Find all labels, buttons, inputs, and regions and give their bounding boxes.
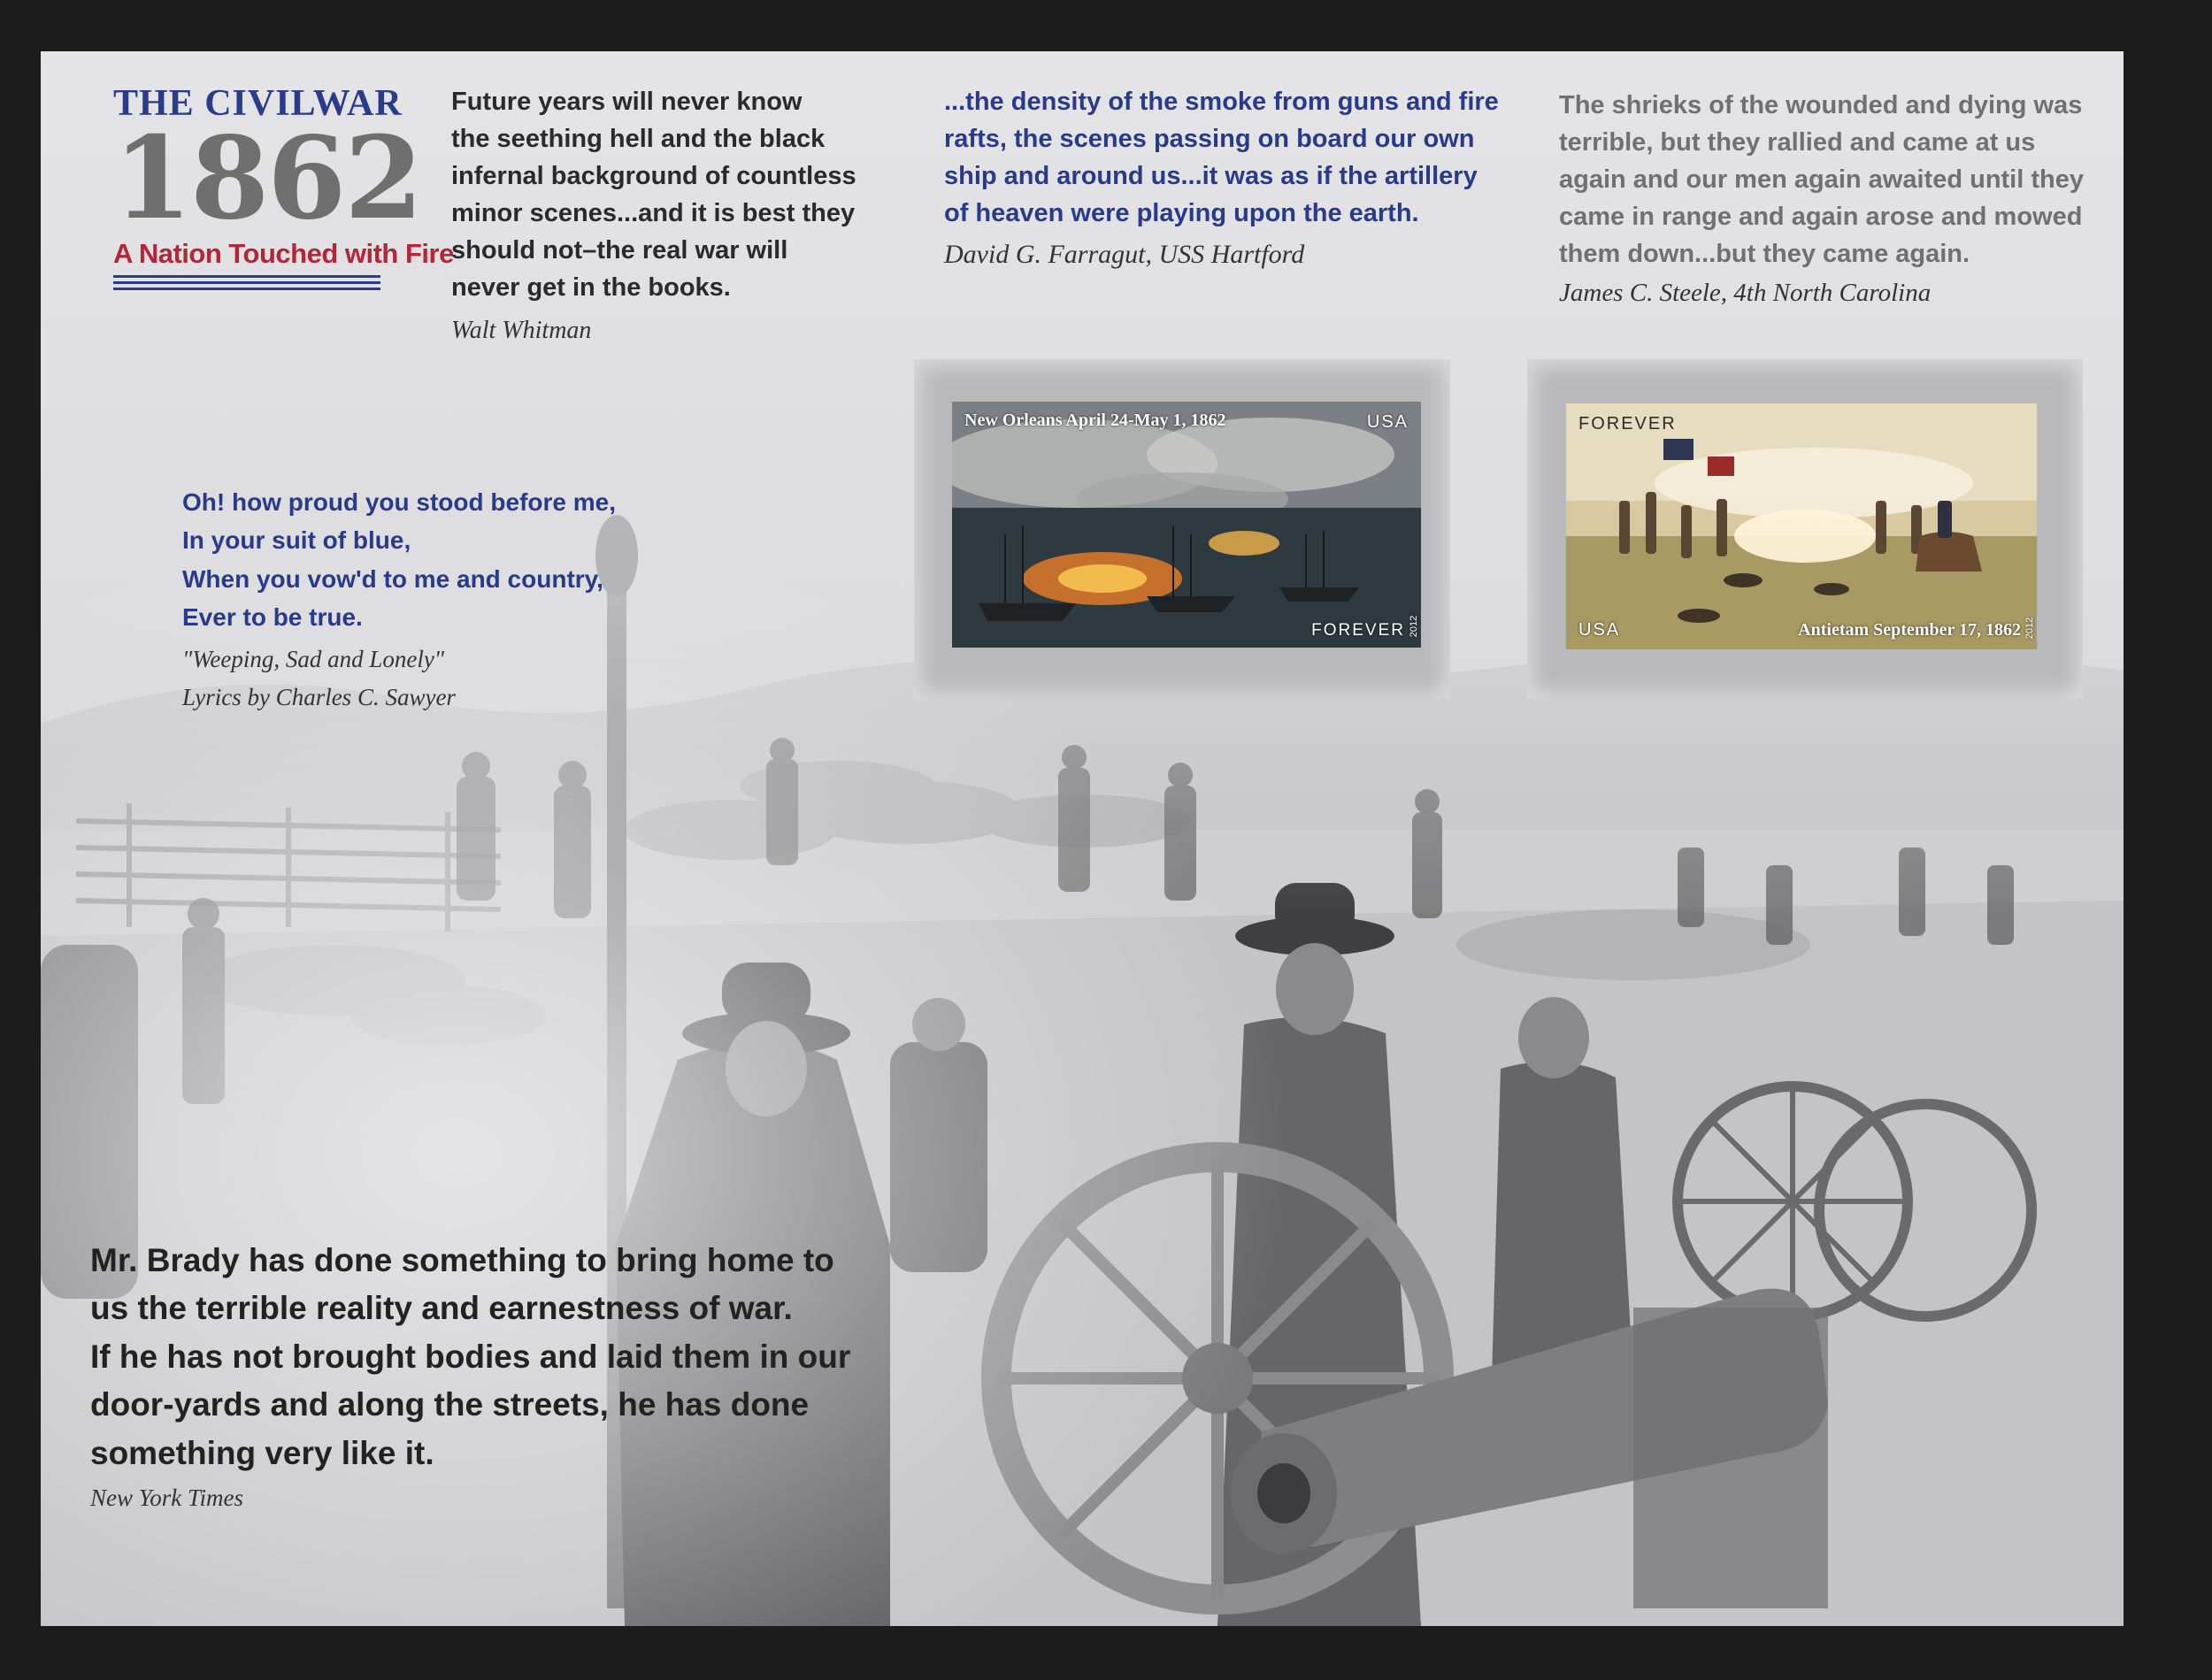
- quote-attribution-lyricist: Lyrics by Charles C. Sawyer: [182, 683, 456, 710]
- quote-line: should not–the real war will: [451, 236, 788, 265]
- logo-subtitle: A Nation Touched with Fire: [113, 238, 454, 270]
- stamp-denomination: FOREVER: [1578, 414, 1677, 433]
- stamp-sheet: [41, 51, 2124, 1626]
- quote-line: something very like it.: [90, 1434, 434, 1471]
- quote-new-york-times: [90, 1237, 850, 1516]
- logo-stripes-decoration: [113, 275, 380, 291]
- quote-steele: [1559, 87, 2084, 311]
- quote-attribution: New York Times: [90, 1484, 244, 1511]
- quote-attribution: James C. Steele, 4th North Carolina: [1559, 279, 1932, 308]
- quote-line: ...the density of the smoke from guns and fire: [944, 88, 1499, 116]
- quote-farragut: [944, 83, 1499, 274]
- quote-line: never get in the books.: [451, 273, 731, 303]
- quote-whitman: [451, 83, 856, 349]
- stamp-artwork-antietam-battle: [1566, 403, 2037, 649]
- quote-line: When you vow'd to me and country,: [182, 564, 603, 593]
- quote-sawyer-lyrics: [182, 483, 616, 717]
- quote-line: If he has not brought bodies and laid them in our: [90, 1338, 851, 1375]
- quote-line: again and our men again awaited until they: [1559, 165, 2084, 195]
- quote-line: The shrieks of the wounded and dying was: [1559, 91, 2083, 119]
- quote-line: rafts, the scenes passing on board our own: [944, 125, 1475, 154]
- quote-line: the seething hell and the black: [451, 125, 826, 154]
- quote-attribution-song: "Weeping, Sad and Lonely": [182, 645, 445, 672]
- stamp-caption: New Orleans April 24-May 1, 1862: [964, 410, 1226, 430]
- stamp-new-orleans[interactable]: [952, 402, 1421, 648]
- quote-line: infernal background of countless: [451, 162, 856, 191]
- quote-line: us the terrible reality and earnestness of war.: [90, 1290, 793, 1327]
- stamp-antietam[interactable]: [1566, 403, 2037, 649]
- quote-line: minor scenes...and it is best they: [451, 199, 856, 228]
- stamp-year: 2012: [2024, 617, 2035, 640]
- logo-year: 1862: [113, 112, 422, 245]
- quote-line: Mr. Brady has done something to bring home to: [90, 1242, 834, 1278]
- quote-line: In your suit of blue,: [182, 526, 411, 555]
- stamp-artwork-naval-battle: [952, 402, 1421, 648]
- stamp-caption: Antietam September 17, 1862: [1798, 620, 2021, 640]
- stamp-country: USA: [1366, 412, 1409, 432]
- quote-line: Ever to be true.: [182, 603, 363, 632]
- quote-line: Oh! how proud you stood before me,: [182, 488, 616, 516]
- civil-war-logo: [113, 83, 454, 295]
- quote-line: terrible, but they rallied and came at us: [1559, 128, 2036, 157]
- quote-line: door-yards and along the streets, he has done: [90, 1386, 810, 1423]
- quote-line: ship and around us...it was as if the artillery: [944, 162, 1478, 191]
- quote-attribution: David G. Farragut, USS Hartford: [944, 240, 1305, 270]
- quote-line: Future years will never know: [451, 88, 803, 116]
- quote-attribution: Walt Whitman: [451, 317, 592, 345]
- quote-line: came in range and again arose and mowed: [1559, 203, 2083, 232]
- stamp-year: 2012: [1408, 615, 1419, 638]
- stamp-country: USA: [1578, 620, 1621, 640]
- quote-line: of heaven were playing upon the earth.: [944, 199, 1419, 228]
- stamp-denomination: FOREVER: [1311, 621, 1405, 640]
- logo-title: THE CIVILWAR: [113, 83, 403, 124]
- quote-line: them down...but they came again.: [1559, 240, 1970, 269]
